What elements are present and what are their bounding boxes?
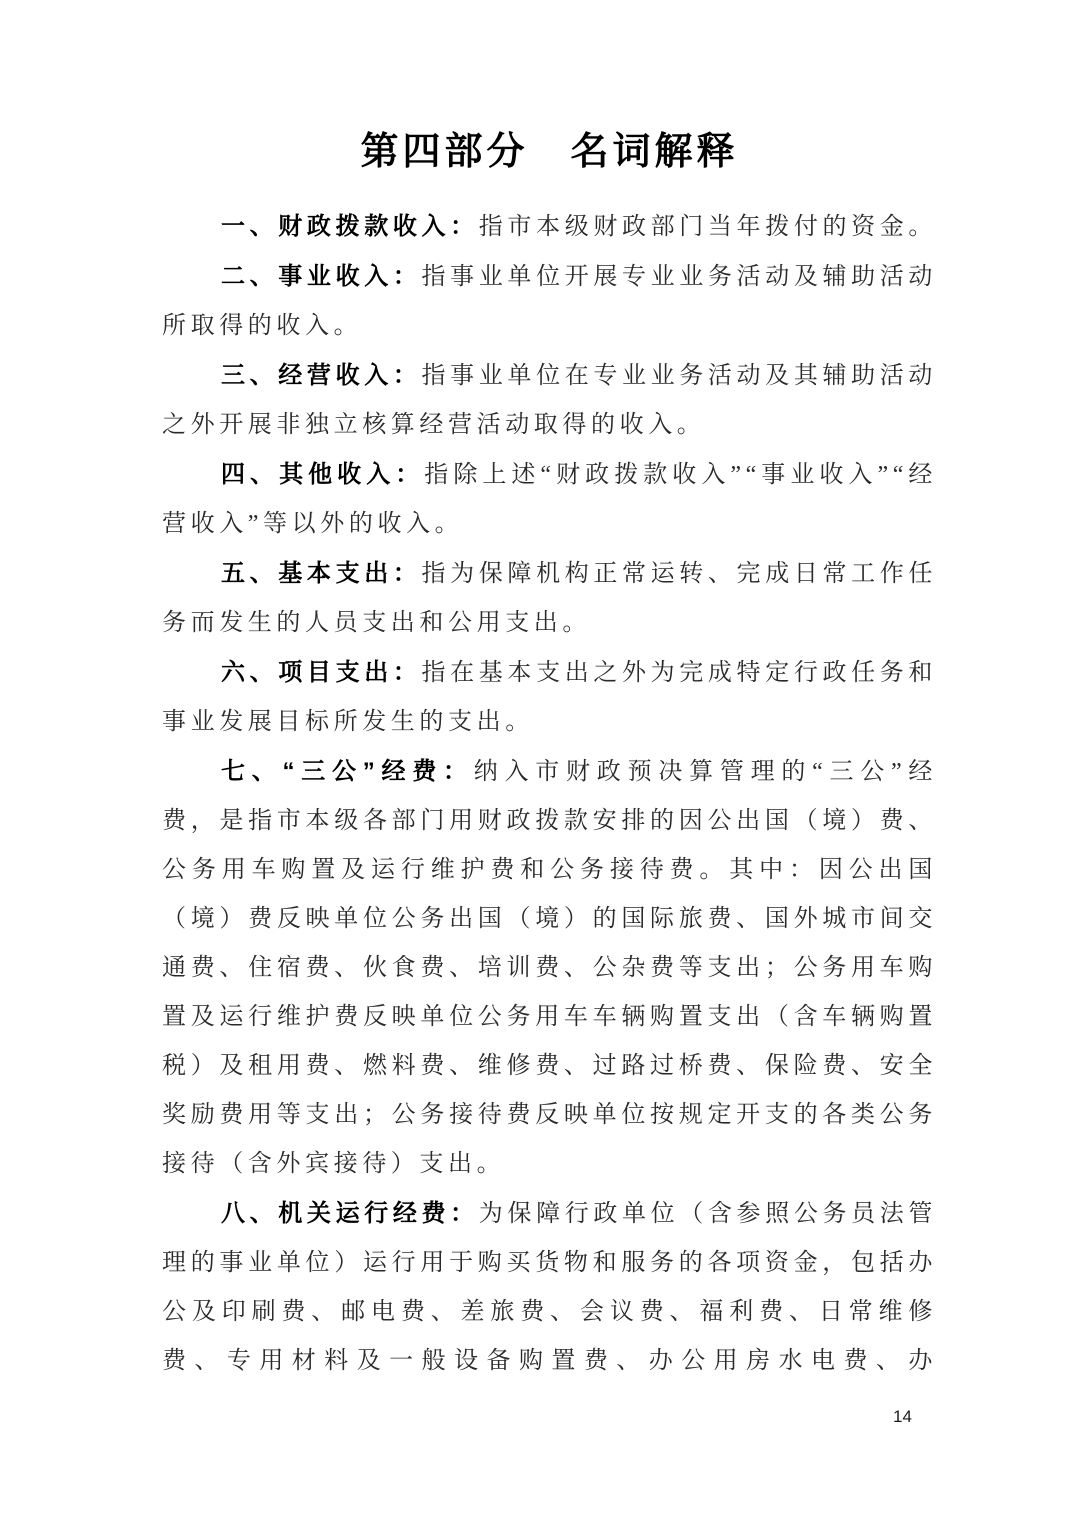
definition-paragraph-agency-operating-funds [162, 1189, 937, 1386]
definition-term: 四、其他收入： [221, 461, 425, 488]
definition-term: 七、“三公”经费： [221, 758, 474, 785]
definition-paragraph-three-public-funds [162, 747, 937, 1189]
definition-term: 三、经营收入： [221, 362, 422, 389]
definition-text: 指事业单位开展专业业务活动及辅助活动所取得的收入。 [162, 264, 937, 339]
definition-term: 一、财政拨款收入： [221, 213, 479, 240]
definition-paragraph-other-income [162, 450, 937, 549]
definition-paragraph-project-expenditure [162, 648, 937, 747]
definition-text: 指在基本支出之外为完成特定行政任务和事业发展目标所发生的支出。 [162, 660, 937, 735]
definition-term: 六、项目支出： [221, 659, 422, 686]
definition-paragraph-basic-expenditure [162, 549, 937, 648]
definition-text: 纳入市财政预决算管理的“三公”经费，是指市本级各部门用财政拨款安排的因公出国（境）费、公务用车购置及运行维护费和公务接待费。其中：因公出国（境）费反映单位公务出国（境）的国际旅费、国外城市间交通费、住宿费、伙食费、培训费、公杂费等支出；公务用车购置及运行维护费反映单位公务用车车辆购置支出（含车辆购置税）及租用费、燃料费、维修费、过路过桥费、保险费、安全奖励费用等支出；公务接待费反映单位按规定开支的各类公务接待（含外宾接待）支出。 [162, 759, 938, 1177]
definition-term: 八、机关运行经费： [221, 1200, 479, 1227]
definition-text: 指事业单位在专业业务活动及其辅助活动之外开展非独立核算经营活动取得的收入。 [162, 363, 937, 438]
page-title: 第四部分 名词解释 [360, 131, 739, 173]
definition-term: 五、基本支出： [221, 560, 422, 587]
definition-paragraph-operating-income [162, 252, 937, 351]
page-number: 14 [893, 1407, 912, 1426]
definition-text: 指为保障机构正常运转、完成日常工作任务而发生的人员支出和公用支出。 [162, 561, 937, 636]
definition-term: 二、事业收入： [221, 263, 422, 290]
definition-text: 指市本级财政部门当年拨付的资金。 [478, 214, 937, 240]
document-page [162, 0, 937, 1386]
definition-text: 指除上述“财政拨款收入”“事业收入”“经营收入”等以外的收入。 [162, 462, 938, 537]
definition-text: 为保障行政单位（含参照公务员法管理的事业单位）运行用于购买货物和服务的各项资金，包括办公及印刷费、邮电费、差旅费、会议费、福利费、日常维修费、专用材料及一般设备购置费、办公用房水电费、办 [162, 1201, 937, 1374]
definition-paragraph-fiscal-appropriation-income [162, 202, 937, 252]
definition-paragraph-business-income [162, 351, 937, 450]
